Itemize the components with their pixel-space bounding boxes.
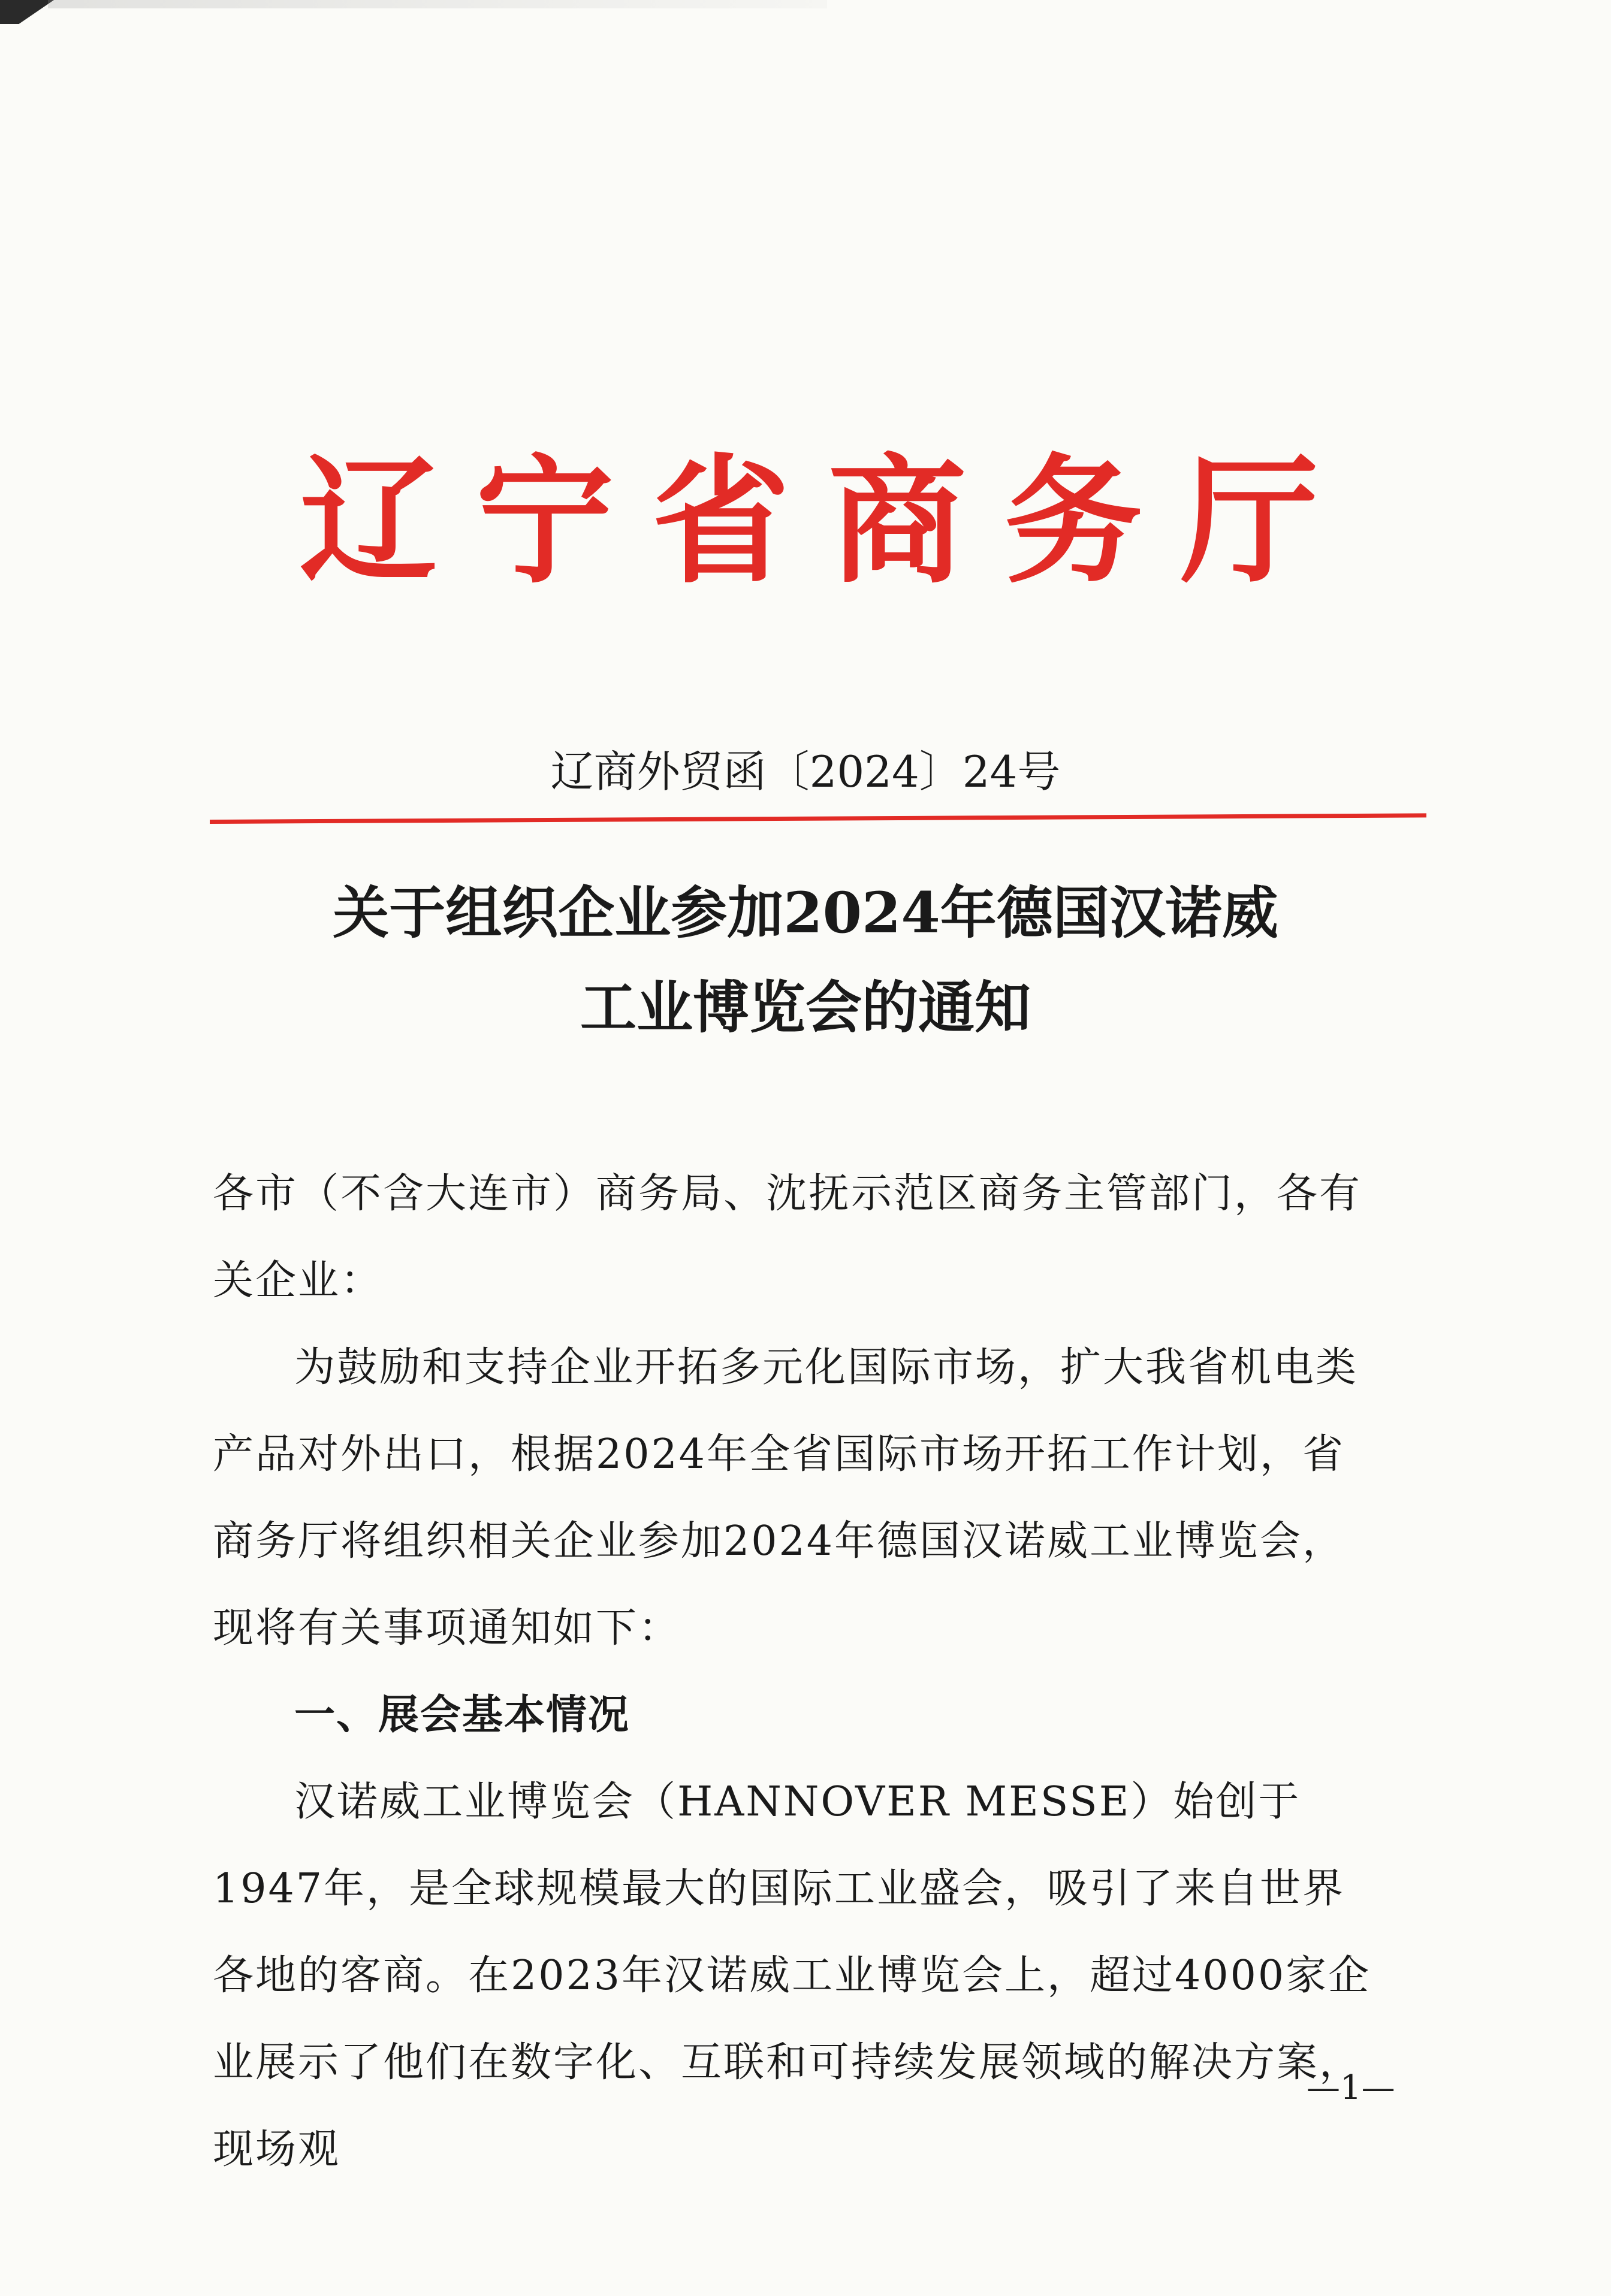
scan-smudge — [48, 0, 827, 8]
letterhead-char: 宁 — [475, 440, 614, 602]
letterhead-char: 务 — [1004, 440, 1142, 602]
document-number: 辽商外贸函〔2024〕24号 — [550, 747, 1061, 797]
intro-paragraph: 为鼓励和支持企业开拓多元化国际市场，扩大我省机电类产品对外出口，根据2024年全省国际市场开拓工作计划，省商务厅将组织相关企业参加2024年德国汉诺威工业博览会，现将有关事项通知如下： — [213, 1344, 1359, 1652]
letterhead — [300, 440, 1319, 602]
section-heading: 一、展会基本情况 — [294, 1691, 630, 1739]
letterhead-char: 厅 — [1180, 440, 1319, 602]
title-line-1: 关于组织企业参加2024年德国汉诺威 — [333, 880, 1278, 946]
letterhead-char: 商 — [828, 440, 966, 602]
document-title — [0, 866, 1611, 1055]
document-body — [213, 1150, 1375, 2193]
addressee: 各市（不含大连市）商务局、沈抚示范区商务主管部门，各有关企业： — [213, 1170, 1362, 1304]
title-line-2: 工业博览会的通知 — [580, 975, 1031, 1041]
exhibition-paragraph: 汉诺威工业博览会（HANNOVER MESSE）始创于1947年，是全球规模最大的国际工业盛会，吸引了来自世界各地的客商。在2023年汉诺威工业博览会上，超过4000家企业展示了他们在数字化、互联和可持续发展领域的解决方案，现场观 — [213, 1778, 1371, 2173]
red-separator-line — [210, 813, 1426, 824]
letterhead-char: 省 — [651, 440, 790, 602]
page-number: —1— — [1307, 2068, 1395, 2107]
letterhead-char: 辽 — [300, 440, 438, 602]
scan-edge-artifact — [0, 0, 54, 24]
